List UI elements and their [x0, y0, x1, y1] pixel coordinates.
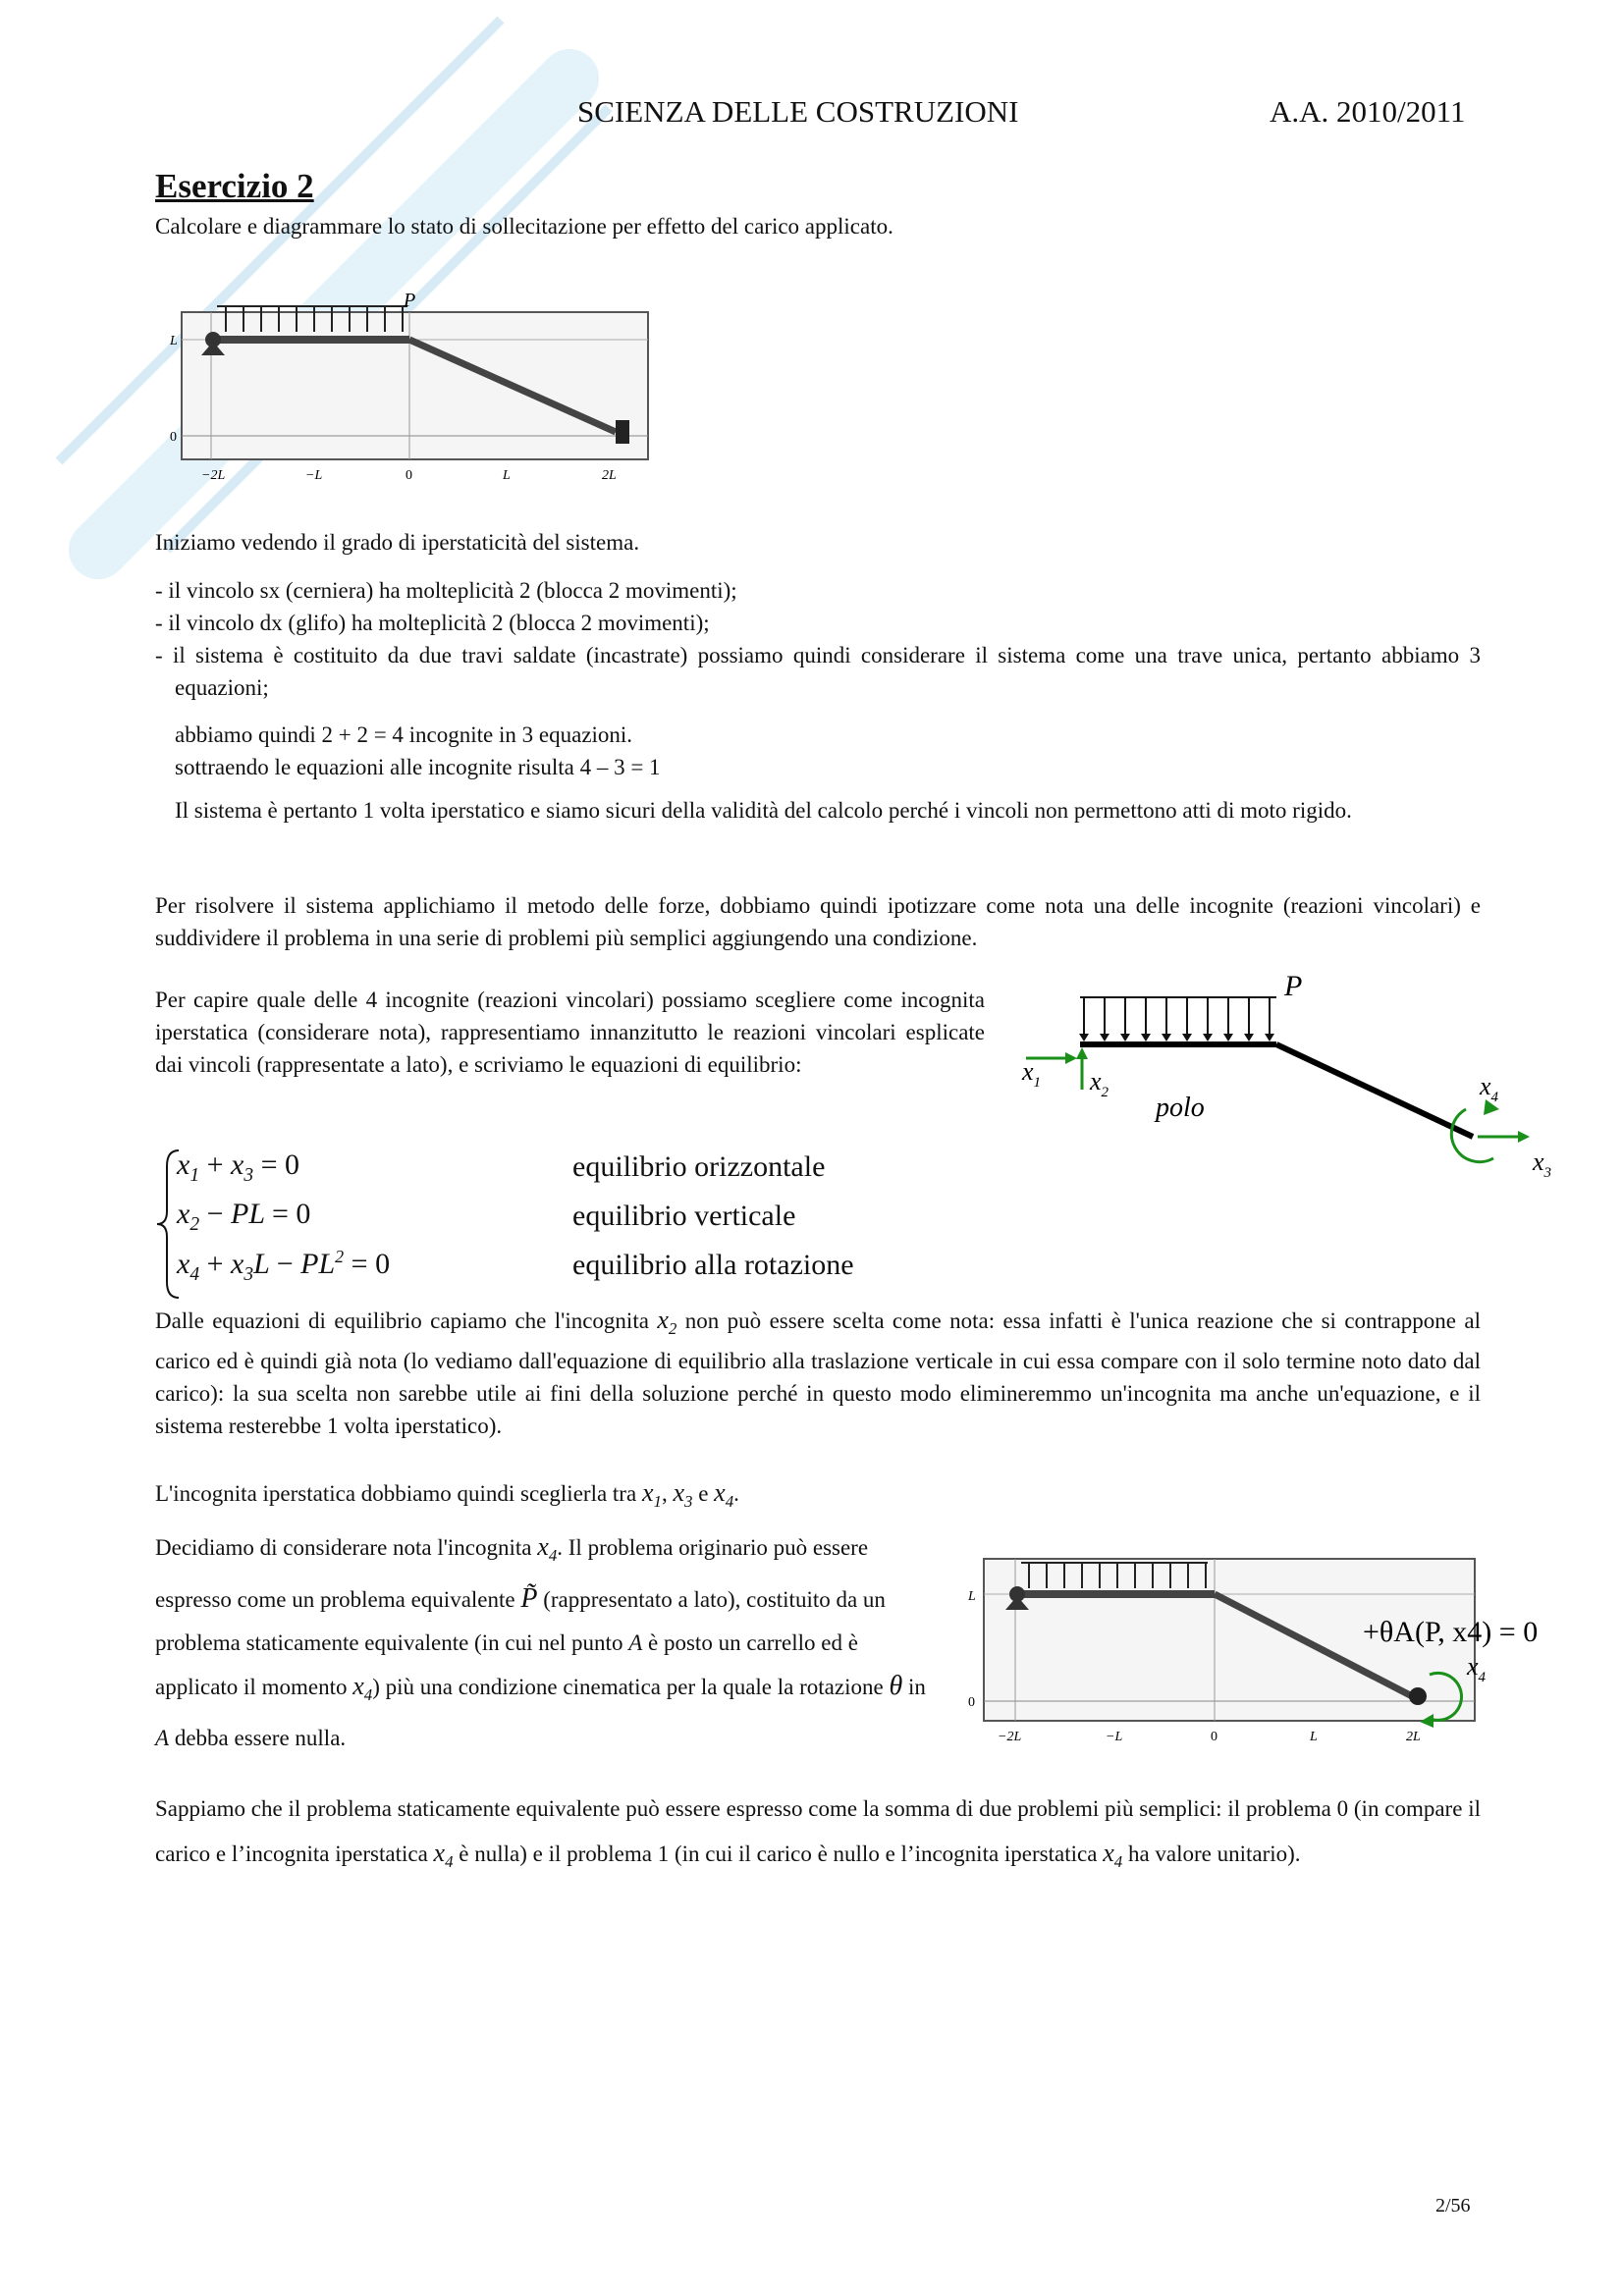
fig2-x2-label: $x_2$	[1090, 1067, 1109, 1100]
exercise-prompt: Calcolare e diagrammare lo stato di sollecitazione per effetto del carico applicato.	[155, 214, 893, 239]
fig3-x-label: 2L	[1406, 1730, 1421, 1744]
equation-label: equilibrio verticale	[572, 1200, 796, 1232]
count-line: abbiamo quindi 2 + 2 = 4 incognite in 3 equazioni.	[175, 722, 633, 747]
figure-structure-plot	[162, 283, 663, 489]
count-block	[175, 719, 661, 783]
fig1-x-label: −2L	[201, 468, 226, 483]
fig3-x-label: L	[1310, 1730, 1318, 1744]
fig3-x-label: 0	[1211, 1730, 1217, 1744]
page-number: 2/56	[1435, 2195, 1471, 2216]
fig1-x-label: 0	[406, 468, 412, 483]
fig1-x-label: 2L	[602, 468, 617, 483]
choose-paragraph: Per capire quale delle 4 incognite (reazioni vincolari) possiamo scegliere come incognita iperstatica (considerare nota), rappresentiamo innanzitutto le reazioni vincolari esplicate dai vincoli (rappresentate a lato), e scriviamo le equazioni di equilibrio:	[155, 988, 985, 1077]
equation-label: equilibrio alla rotazione	[572, 1249, 854, 1281]
exercise-title: Esercizio 2	[155, 167, 314, 205]
fig2-x1-label: $x_1$	[1022, 1057, 1042, 1091]
equation-vertical: $x_2$ − PL = 0	[177, 1198, 311, 1235]
fig3-x4-label: $x_4$	[1467, 1652, 1487, 1685]
fig2-x4-label: $x_4$	[1480, 1072, 1499, 1105]
fig3-condition: +θA(P, x4) = 0	[1363, 1616, 1539, 1648]
fig1-load-label: P	[404, 290, 416, 311]
hyperstatic-note: Il sistema è pertanto 1 volta iperstatico e siamo sicuri della validità del calcolo perché i vincoli non permettono atti di moto rigido.	[175, 798, 1352, 823]
equation-rotation: $x_4 + x_3L - PL^2 = 0$	[177, 1247, 391, 1285]
fig2-x3-label: $x_3$	[1533, 1148, 1552, 1181]
fig1-x-label: L	[503, 468, 511, 483]
method-paragraph: Per risolvere il sistema applichiamo il metodo delle forze, dobbiamo quindi ipotizzare come nota una delle incognite (reazioni vincolari) e suddividere il problema in una serie di problemi più semplici aggiungendo una condizione.	[155, 893, 1481, 950]
fig1-y-label-0: 0	[170, 430, 177, 445]
count-line: sottraendo le equazioni alle incognite risulta 4 – 3 = 1	[175, 755, 661, 779]
final-paragraph: Sappiamo che il problema staticamente equivalente può essere espresso come la somma di due problemi più semplici: il problema 0 (in compare il carico e l’incognita iperstatica $x_4$ è nulla) e il problema 1 (in cui il carico è nullo e l’incognita iperstatica $x_4$ ha valore unitario).	[155, 1796, 1481, 1872]
bullet-item: - il sistema è costituito da due travi saldate (incastrate) possiamo quindi considerare il sistema come una trave unica, pertanto abbiamo 3 equazioni;	[155, 643, 1481, 700]
fig1-y-label-L: L	[170, 334, 178, 348]
decide-paragraph: Decidiamo di considerare nota l'incognita $x_4$. Il problema originario può essere espresso come un problema equivalente P̃ (rappresentato a lato), costituito da un problema staticamente equivalente (in cui nel punto A è posto un carrello ed è applicato il momento $x_4$) più una condizione cinematica per la quale la rotazione θ in A debba essere nulla.	[155, 1532, 926, 1751]
bullet-item: - il vincolo dx (glifo) ha molteplicità 2 (blocca 2 movimenti);	[155, 611, 710, 635]
choose-between-line: L'incognita iperstatica dobbiamo quindi sceglierla tra $x_1$, $x_3$ e $x_4$.	[155, 1478, 739, 1512]
fig3-x-label: −L	[1106, 1730, 1123, 1744]
fig2-pole-label: polo	[1156, 1093, 1205, 1123]
figure-reactions-diagram	[1006, 972, 1586, 1193]
figure-equivalent-problem	[962, 1549, 1581, 1765]
x2-paragraph: Dalle equazioni di equilibrio capiamo che l'incognita $x_2$ non può essere scelta come nota: essa infatti è l'unica reazione che si contrappone al carico ed è quindi già nota (lo vediamo dall'equazione di equilibrio alla traslazione verticale in cui essa compare con il solo termine noto dato dal carico): la sua scelta non sarebbe utile ai fini della soluzione perché in questo modo elimineremmo un'incognita ma anche un'equazione, e il sistema resterebbe 1 volta iperstatico).	[155, 1306, 1482, 1439]
bullet-list	[155, 574, 1481, 704]
academic-year: A.A. 2010/2011	[1270, 94, 1466, 129]
equation-horizontal: $x_1 + x_3 = 0$	[177, 1148, 299, 1186]
bullet-item: - il vincolo sx (cerniera) ha molteplicità 2 (blocca 2 movimenti);	[155, 578, 737, 603]
equation-label: equilibrio orizzontale	[572, 1150, 826, 1183]
fig1-x-label: −L	[305, 468, 323, 483]
fig3-y-label: L	[968, 1589, 976, 1604]
intro-line: Iniziamo vedendo il grado di iperstaticità del sistema.	[155, 530, 640, 555]
fig3-x-label: −2L	[998, 1730, 1022, 1744]
fig2-load-label: P	[1284, 972, 1303, 1002]
course-title: SCIENZA DELLE COSTRUZIONI	[577, 94, 1019, 129]
fig3-y-label: 0	[968, 1695, 975, 1710]
